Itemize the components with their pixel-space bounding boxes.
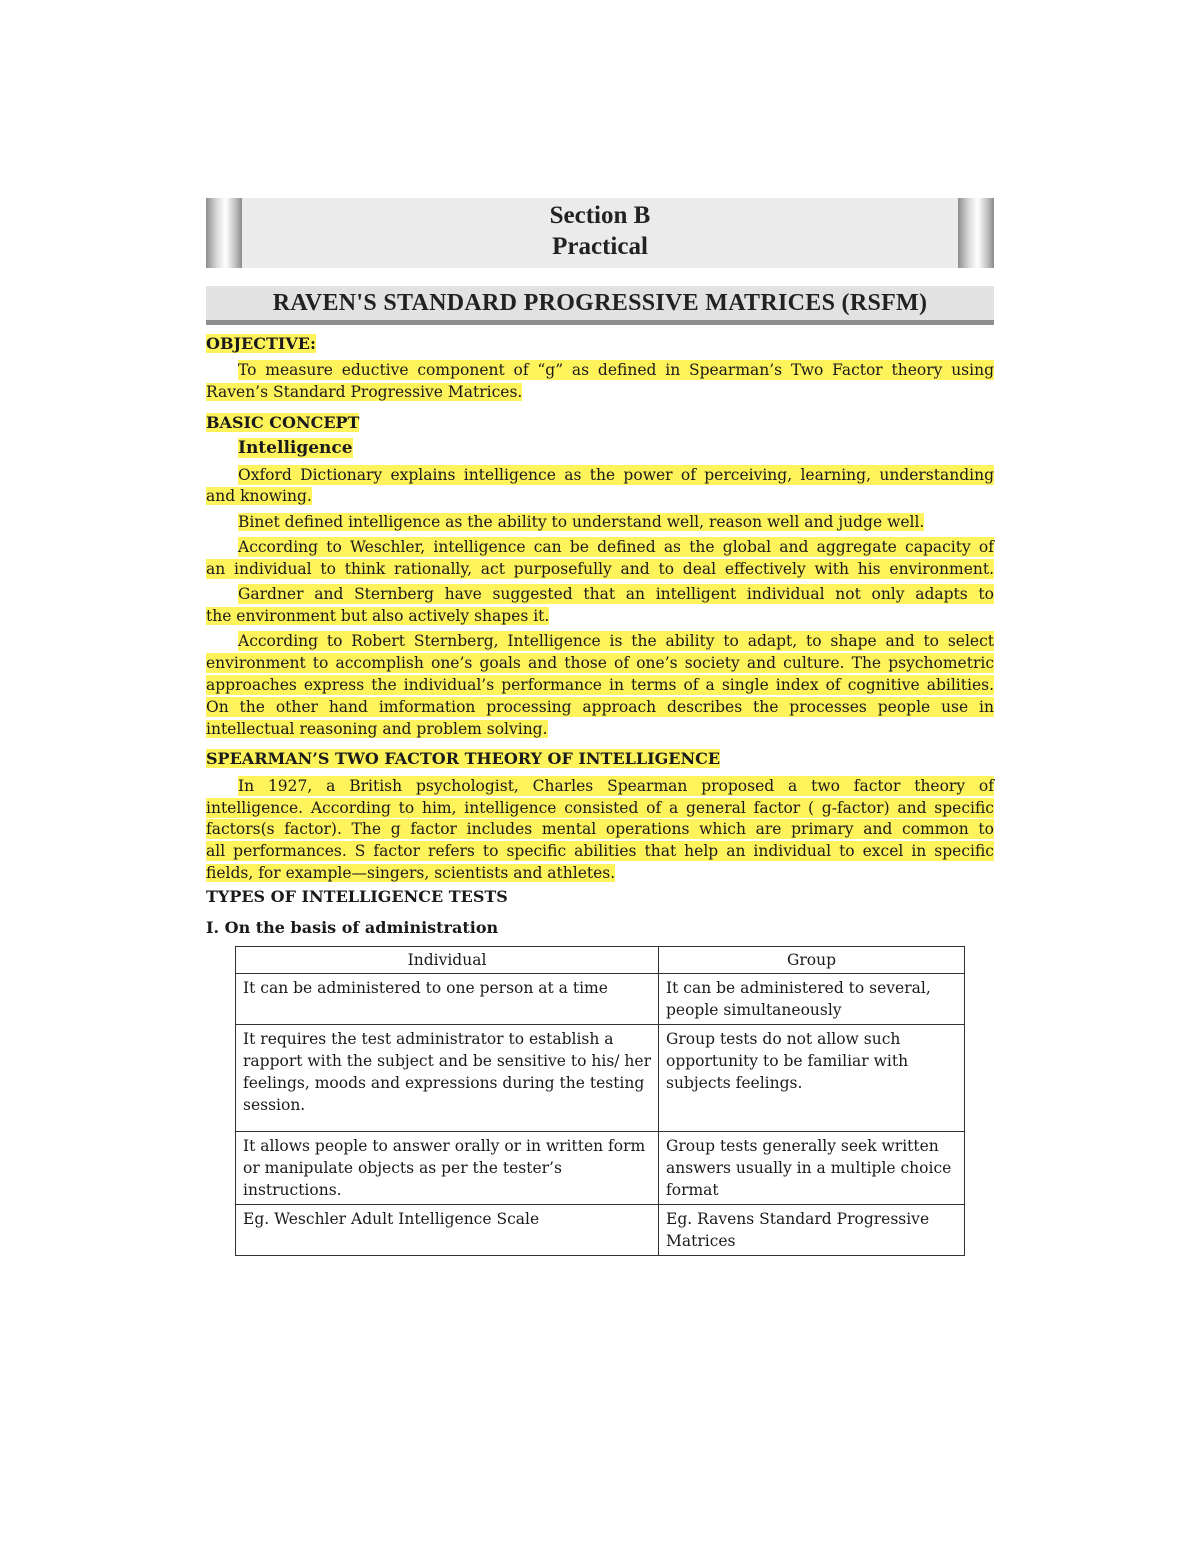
paragraph-line: intelligence. According to him, intelligence consisted of a general factor ( g-factor) and specific (206, 799, 994, 817)
paragraph-line: factors(s factor). The g factor includes mental operations which are primary and common to (206, 820, 994, 838)
table-header-row (236, 947, 965, 974)
paragraph-line: environment to accomplish one’s goals and those of one’s society and culture. The psychometric (206, 654, 994, 672)
comparison-table (235, 946, 965, 1256)
table-cell: Eg. Ravens Standard Progressive Matrices (659, 1205, 965, 1256)
table-row (236, 974, 965, 1025)
table-cell: Group tests generally seek written answers usually in a multiple choice format (659, 1132, 965, 1205)
section-label: Section B (549, 202, 651, 229)
paragraph-line: fields, for example—singers, scientists and athletes. (206, 864, 616, 882)
paragraph-line: Oxford Dictionary explains intelligence as the power of perceiving, learning, understanding (238, 466, 994, 484)
spearman-heading: SPEARMAN’S TWO FACTOR THEORY OF INTELLIGENCE (206, 749, 721, 768)
types-subheading: I. On the basis of administration (206, 918, 499, 937)
paragraph-line: Binet defined intelligence as the ability to understand well, reason well and judge well. (238, 513, 925, 531)
paragraph-line: According to Robert Sternberg, Intelligence is the ability to adapt, to shape and to select (238, 632, 994, 650)
paragraph-line: On the other hand imformation processing approach describes the processes people use in (206, 698, 994, 716)
page-title: RAVEN'S STANDARD PROGRESSIVE MATRICES (RSFM) (206, 286, 994, 325)
section-banner (206, 198, 994, 268)
types-heading: TYPES OF INTELLIGENCE TESTS (206, 887, 508, 906)
paragraph-line: Gardner and Sternberg have suggested that an intelligent individual not only adapts to (238, 585, 994, 603)
paragraph-line: the environment but also actively shapes it. (206, 607, 550, 625)
objective-line: To measure eductive component of “g” as defined in Spearman’s Two Factor theory using (238, 361, 994, 379)
paragraph-line: an individual to think rationally, act purposefully and to deal effectively with his environment. (206, 560, 994, 578)
table-row (236, 1025, 965, 1132)
column-header-individual: Individual (236, 947, 659, 974)
table-cell: It can be administered to several, people simultaneously (659, 974, 965, 1025)
paragraph-line: intellectual reasoning and problem solving. (206, 720, 548, 738)
table-cell: It allows people to answer orally or in written form or manipulate objects as per the tester’s instructions. (236, 1132, 659, 1205)
paragraph-line: In 1927, a British psychologist, Charles Spearman proposed a two factor theory of (238, 777, 994, 795)
objective-heading: OBJECTIVE: (206, 334, 316, 353)
column-header-group: Group (659, 947, 965, 974)
paragraph-line: all performances. S factor refers to specific abilities that help an individual to excel in specific (206, 842, 994, 860)
table-cell: It requires the test administrator to establish a rapport with the subject and be sensitive to his/ her feelings, moods and expressions during the testing session. (236, 1025, 659, 1132)
intelligence-subheading: Intelligence (238, 438, 353, 458)
paragraph-line: According to Weschler, intelligence can be defined as the global and aggregate capacity of (238, 538, 994, 556)
paragraph-line: approaches express the individual’s performance in terms of a single index of cognitive abilities. (206, 676, 994, 694)
table-cell: Group tests do not allow such opportunity to be familiar with subjects feelings. (659, 1025, 965, 1132)
table-row (236, 1132, 965, 1205)
table-cell: It can be administered to one person at a time (236, 974, 659, 1025)
table-row (236, 1205, 965, 1256)
basic-concept-heading: BASIC CONCEPT (206, 413, 360, 432)
table-cell: Eg. Weschler Adult Intelligence Scale (236, 1205, 659, 1256)
section-sublabel: Practical (552, 233, 648, 260)
objective-line: Raven’s Standard Progressive Matrices. (206, 383, 523, 401)
paragraph-line: and knowing. (206, 487, 312, 505)
